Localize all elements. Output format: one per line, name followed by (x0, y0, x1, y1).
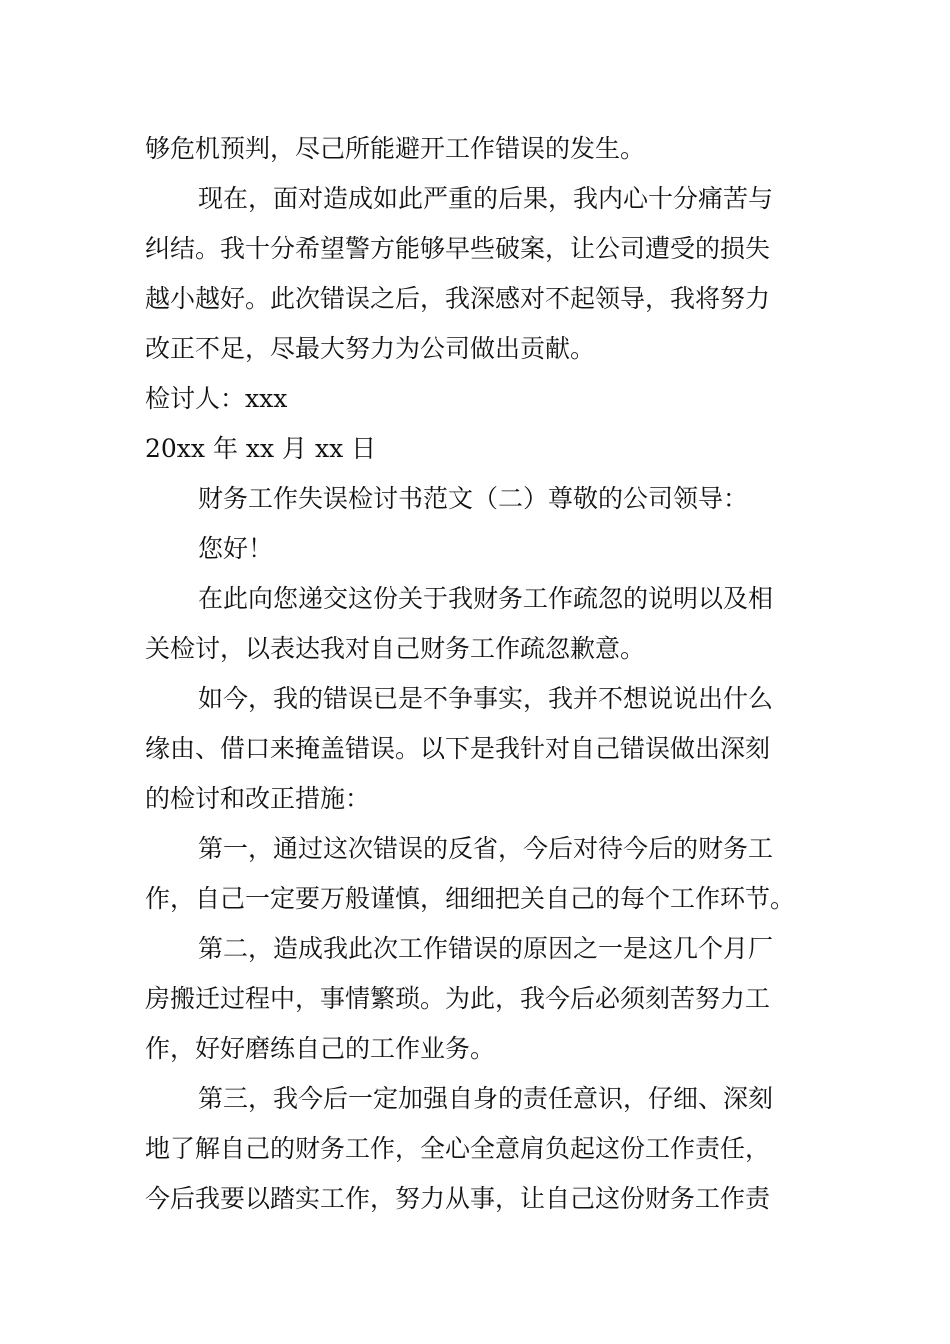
text-line: 纠结。我十分希望警方能够早些破案，让公司遭受的损失 (145, 234, 771, 263)
text-line: 关检讨，以表达我对自己财务工作疏忽歉意。 (145, 634, 646, 663)
date-line: 20xx 年 xx 月 xx 日 (145, 434, 377, 463)
text-line: 越小越好。此次错误之后，我深感对不起领导，我将努力 (145, 284, 771, 313)
paragraph-first-line: 如今，我的错误已是不争事实，我并不想说说出什么 (198, 684, 774, 713)
text-line: 作，好好磨练自己的工作业务。 (145, 1034, 496, 1063)
text-line: 房搬迁过程中，事情繁琐。为此，我今后必须刻苦努力工 (145, 984, 771, 1013)
signature-line: 检讨人：xxx (145, 384, 288, 413)
text-line: 的检讨和改正措施： (145, 784, 371, 813)
text-line: 缘由、借口来掩盖错误。以下是我针对自己错误做出深刻 (145, 734, 771, 763)
greeting-line: 您好！ (198, 534, 274, 563)
text-line: 够危机预判，尽己所能避开工作错误的发生。 (145, 134, 646, 163)
text-line: 改正不足，尽最大努力为公司做出贡献。 (145, 334, 596, 363)
text-line: 作，自己一定要万般谨慎，细细把关自己的每个工作环节。 (145, 884, 796, 913)
paragraph-first-line: 在此向您递交这份关于我财务工作疏忽的说明以及相 (198, 584, 774, 613)
paragraph-first-line: 现在，面对造成如此严重的后果，我内心十分痛苦与 (198, 184, 774, 213)
paragraph-first-line: 第一，通过这次错误的反省，今后对待今后的财务工 (198, 834, 774, 863)
section-heading: 财务工作失误检讨书范文（二）尊敬的公司领导： (198, 484, 749, 513)
paragraph-first-line: 第三，我今后一定加强自身的责任意识，仔细、深刻 (198, 1084, 774, 1113)
text-line: 今后我要以踏实工作，努力从事，让自己这份财务工作责 (145, 1184, 771, 1213)
text-line: 地了解自己的财务工作，全心全意肩负起这份工作责任， (145, 1134, 771, 1163)
paragraph-first-line: 第二，造成我此次工作错误的原因之一是这几个月厂 (198, 934, 774, 963)
